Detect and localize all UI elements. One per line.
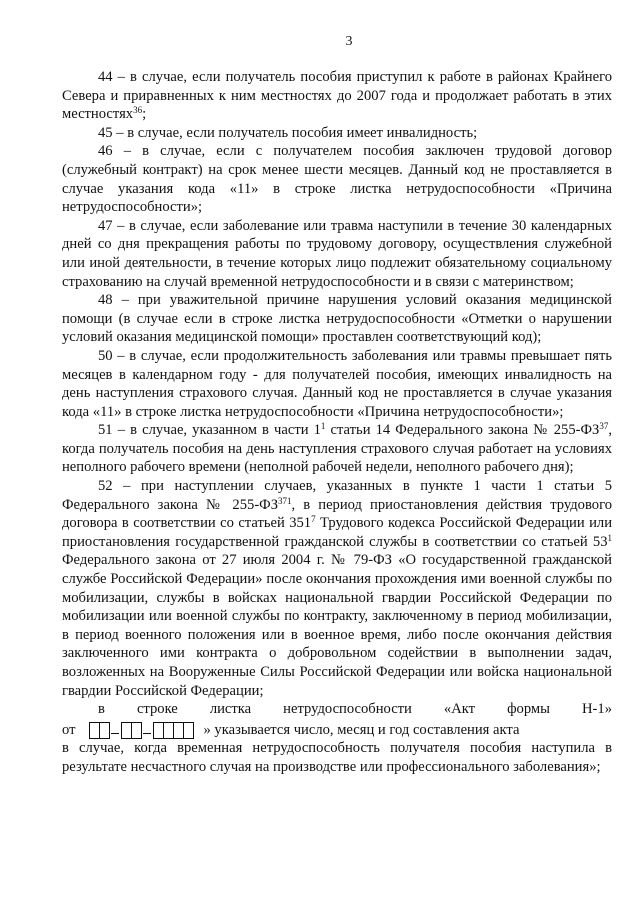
paragraph-52: 52 – при наступлении случаев, указанных в пункте 1 части 1 статьи 5 Федерального закона № 255-ФЗ$^{371}$, в период приостановления действия трудового договора в соответствии со статьей $351^7$ Трудового кодекса Российской Федерации или приостановления государственной гражданской службы в соответствии со статьей $53^1$ Федерального закона от 27 июля 2004 г. № 79-ФЗ «О государственной гражданской службе Российской Федерации» после окончания прохождения ими военной службы по мобилизации, службы в войсках национальной гвардии Российской Федерации по мобилизации или военной службы по контракту, заключенному в период мобилизации, в период военного положения или в военное время, либо после окончания действия заключенного ими контракта о добровольном содействии в выполнении задач, возложенных на Вооруженные Силы Российской Федерации или войска национальной гвардии Российской Федерации;	[62, 478, 613, 699]
date-lead: от	[62, 721, 76, 738]
act-date-row	[62, 721, 612, 740]
day-cell-2	[99, 722, 110, 739]
paragraph-46: 46 – в случае, если с получателем пособия заключен трудовой договор (служебный контракт) на срок менее шести месяцев. Данный код не проставляется в случае указания кода «11» в строке листка нетрудоспособности «Причина нетрудоспособности»;	[62, 143, 612, 216]
footnote-marker: 37	[599, 421, 609, 432]
month-cell-2	[131, 722, 142, 739]
paragraph-51: 51 – в случае, указанном в части $1^1$ статьи 14 Федерального закона № 255-ФЗ$^{37}$, когда получатель пособия на день наступления страхового случая работает на условиях неполного рабочего времени (неполной рабочей недели, неполного рабочего дня);	[62, 421, 612, 476]
paragraph-48: 48 – при уважительной причине нарушения условий оказания медицинской помощи (в случае если в строке листка нетрудоспособности «Отметки о нарушении условий оказания медицинской помощи» проставлен соответствующий код);	[62, 292, 612, 346]
paragraph-45: 45 – в случае, если получатель пособия имеет инвалидность;	[98, 124, 478, 141]
footnote-marker: 371	[278, 495, 292, 506]
paragraph-44: 44 – в случае, если получатель пособия приступил к работе в районах Крайнего Севера и приравненных к ним местностях до 2007 года и продолжает работать в этих местностях$^{36}$;	[62, 69, 612, 123]
paragraph-47: 47 – в случае, если заболевание или травма наступили в течение 30 календарных дней со дня прекращения работы по трудовому договору, осуществления служебной или иной деятельности, в течение которых лицо подлежит обязательному социальному страхованию на случай временной нетрудоспособности и в связи с материнством;	[62, 217, 612, 290]
paragraph-50: 50 – в случае, если продолжительность заболевания или травмы превышает пять месяцев в календарном году - для получателей пособия, имеющих инвалидность на день наступления страхового случая. Данный код не проставляется в случае указания кода «11» в строке листка нетрудоспособности «Причина нетрудоспособности»;	[62, 347, 612, 420]
paragraph-final: в случае, когда временная нетрудоспособность получателя пособия наступила в результате несчастного случая на производстве или профессионального заболевания»;	[62, 740, 612, 775]
date-separator	[143, 733, 151, 734]
page-number: 3	[345, 34, 353, 49]
date-cells	[89, 722, 193, 739]
act-line: в строке листка нетрудоспособности «Акт формы Н-1»	[98, 701, 612, 718]
date-trail: » указывается число, месяц и год составления акта	[203, 721, 520, 738]
footnote-marker: 36	[133, 105, 143, 116]
year-cell-4	[183, 722, 194, 739]
date-separator	[111, 733, 119, 734]
